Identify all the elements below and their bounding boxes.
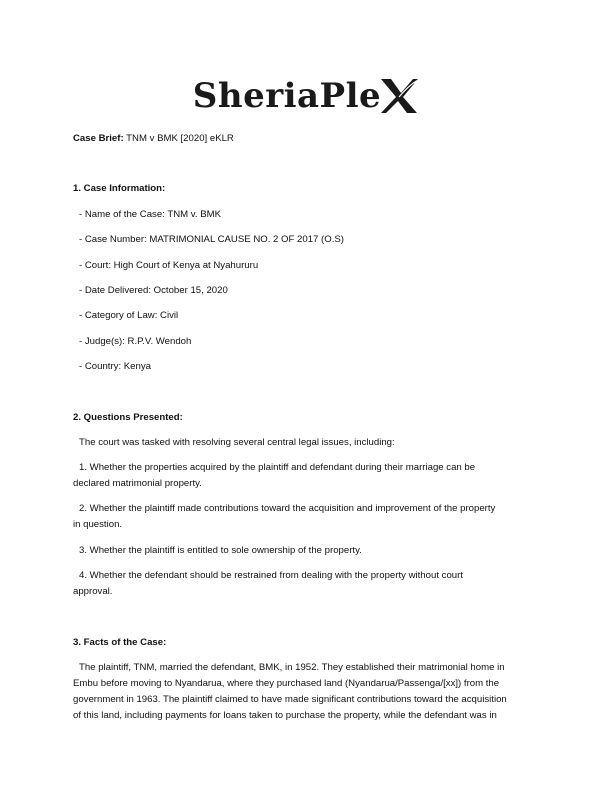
question-4-line-1: 4. Whether the defendant should be restrained from dealing with the property without court	[79, 570, 463, 581]
section-heading-facts: 3. Facts of the Case:	[73, 637, 167, 648]
facts-line: of this land, including payments for loans taken to purchase the property, while the defendant was in	[73, 710, 497, 721]
question-1-line-1: 1. Whether the properties acquired by the plaintiff and defendant during their marriage can be	[79, 462, 476, 473]
facts-line: Embu before moving to Nyandarua, where they purchased land (Nyandarua/Passenga/[xx]) from the	[73, 678, 500, 689]
question-2-line-2: in question.	[73, 519, 123, 530]
questions-intro: The court was tasked with resolving several central legal issues, including:	[79, 437, 395, 448]
info-item: - Court: High Court of Kenya at Nyahururu	[79, 260, 259, 271]
logo-text: SheriaPle	[192, 76, 382, 116]
question-1-line-2: declared matrimonial property.	[73, 478, 202, 489]
section-heading-case-information: 1. Case Information:	[73, 183, 166, 194]
case-brief-title: TNM v BMK [2020] eKLR	[126, 133, 234, 144]
info-item: - Date Delivered: October 15, 2020	[79, 285, 228, 296]
question-4-line-2: approval.	[73, 586, 113, 597]
question-3: 3. Whether the plaintiff is entitled to sole ownership of the property.	[79, 545, 362, 556]
info-item: - Case Number: MATRIMONIAL CAUSE NO. 2 OF 2017 (O.S)	[79, 234, 344, 245]
facts-line: The plaintiff, TNM, married the defendant, BMK, in 1952. They established their matrimonial home in	[79, 662, 505, 673]
facts-line: government in 1963. The plaintiff claimed to have made significant contributions toward the acquisition	[73, 694, 507, 705]
sheriaplex-x-logo-icon	[379, 77, 419, 115]
sheriaplex-logo	[0, 76, 612, 116]
info-item: - Judge(s): R.P.V. Wendoh	[79, 336, 192, 347]
info-item: - Name of the Case: TNM v. BMK	[79, 209, 221, 220]
case-brief-label: Case Brief:	[73, 133, 124, 144]
case-brief-line	[73, 133, 234, 145]
section-heading-questions-presented: 2. Questions Presented:	[73, 412, 183, 423]
question-2-line-1: 2. Whether the plaintiff made contributions toward the acquisition and improvement of the property	[79, 503, 496, 514]
info-item: - Category of Law: Civil	[79, 310, 179, 321]
info-item: - Country: Kenya	[79, 361, 151, 372]
